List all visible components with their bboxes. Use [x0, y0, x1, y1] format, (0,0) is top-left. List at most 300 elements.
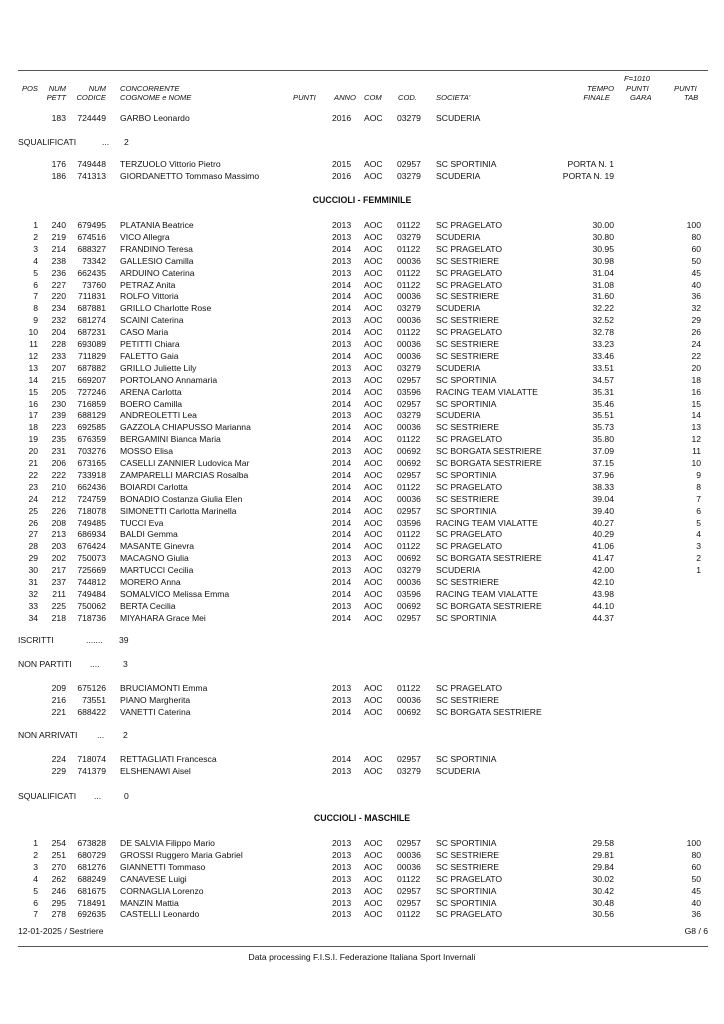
iscritti-count: 39 — [119, 635, 129, 645]
cell-pett: 238 — [51, 255, 66, 266]
header-tempo-1: TEMPO — [586, 84, 614, 93]
cell-tempo: 29.58 — [592, 838, 614, 848]
cell-tab: 7 — [696, 493, 701, 504]
cell-anno: 2014 — [332, 588, 352, 599]
cell-codice: 673165 — [77, 458, 106, 468]
cell-codice: 675126 — [77, 683, 106, 693]
cell-com: AOC — [364, 849, 383, 860]
table-row — [0, 399, 724, 410]
cell-anno: 2014 — [332, 303, 352, 314]
cell-pos: 14 — [28, 374, 38, 385]
cell-soc: SC PRAGELATO — [436, 909, 503, 920]
table-row — [0, 351, 724, 362]
header-num-pett-2: PETT — [46, 93, 66, 102]
table-row — [0, 268, 724, 279]
cell-cod: 00036 — [397, 849, 421, 860]
cell-com: AOC — [364, 362, 383, 373]
cell-soc: SC PRAGELATO — [436, 683, 503, 693]
squalificati-2-text: SQUALIFICATI — [18, 791, 77, 801]
cell-anno: 2015 — [332, 159, 352, 169]
cell-name: ELSHENAWI Aisel — [120, 765, 191, 776]
cell-pett: 217 — [51, 565, 66, 576]
cell-pett: 233 — [51, 350, 66, 361]
cell-pos: 28 — [28, 541, 38, 552]
cell-name: MOSSO Elisa — [120, 446, 174, 457]
cell-anno: 2013 — [332, 255, 352, 266]
cell-codice: 749448 — [77, 159, 106, 169]
cell-pett: 219 — [51, 231, 66, 242]
cell-soc: SC SESTRIERE — [436, 849, 500, 860]
cell-com: AOC — [364, 159, 383, 169]
cell-anno: 2013 — [332, 897, 352, 908]
cell-com: AOC — [364, 315, 383, 326]
cell-pett: 254 — [51, 838, 66, 848]
cell-codice: 741313 — [77, 170, 106, 181]
cell-codice: 676359 — [77, 434, 106, 445]
cell-cod: 01122 — [397, 873, 421, 884]
cell-anno: 2014 — [332, 434, 352, 445]
cell-pett: 220 — [51, 291, 66, 302]
cell-pett: 222 — [51, 469, 66, 480]
cell-cod: 00036 — [397, 291, 421, 302]
table-row — [0, 410, 724, 421]
cell-pett: 230 — [51, 398, 66, 409]
table-row — [0, 909, 724, 920]
table-row — [0, 553, 724, 564]
cell-codice: 688249 — [77, 873, 106, 884]
header-cod: COD. — [398, 93, 417, 102]
cell-tempo: 42.10 — [592, 577, 614, 587]
squalificati-2-count: 0 — [124, 791, 129, 801]
table-row — [0, 171, 724, 182]
squalificati-2-dots: ... — [94, 791, 102, 801]
cell-cod: 03596 — [397, 386, 421, 397]
cell-pos: 5 — [33, 885, 38, 896]
table-row — [0, 482, 724, 493]
cell-anno: 2013 — [332, 267, 352, 278]
cell-anno: 2013 — [332, 446, 352, 457]
cell-com: AOC — [364, 909, 383, 920]
cell-pett: 229 — [51, 765, 66, 776]
cell-tempo: 43.98 — [592, 588, 614, 599]
cell-pett: 176 — [51, 159, 66, 169]
table-row — [0, 577, 724, 588]
header-societa: SOCIETA' — [436, 93, 471, 102]
header-pos: POS — [21, 84, 38, 93]
cell-tab: 40 — [691, 897, 701, 908]
cell-soc: SC SESTRIERE — [436, 694, 500, 705]
cell-tab: 3 — [696, 541, 701, 552]
cell-anno: 2014 — [332, 422, 352, 433]
cell-pett: 211 — [52, 588, 66, 599]
cell-cod: 00036 — [397, 493, 421, 504]
table-row — [0, 446, 724, 457]
cell-pos: 5 — [33, 267, 38, 278]
cell-pett: 237 — [51, 577, 66, 587]
cell-name: MACAGNO Giulia — [120, 553, 189, 564]
header-concorrente-1: CONCORRENTE — [120, 84, 180, 93]
table-row — [0, 458, 724, 469]
cell-com: AOC — [364, 683, 383, 693]
cell-anno: 2013 — [332, 362, 352, 373]
table-row — [0, 315, 724, 326]
cell-pos: 3 — [33, 243, 38, 254]
squalificati-1-dots: ... — [102, 137, 110, 147]
cell-soc: SC SESTRIERE — [436, 493, 500, 504]
cell-pos: 1 — [33, 838, 38, 848]
table-row — [0, 565, 724, 576]
table-row — [0, 220, 724, 231]
cell-pos: 7 — [33, 291, 38, 302]
cell-tab: 6 — [696, 505, 701, 516]
header-num-codice-2: CODICE — [76, 93, 106, 102]
cell-tab: 40 — [691, 279, 701, 290]
cell-tempo: 37.09 — [592, 446, 614, 457]
cell-codice: 724449 — [77, 113, 106, 123]
cell-com: AOC — [364, 303, 383, 314]
cell-com: AOC — [364, 565, 383, 576]
cell-soc: SC BORGATA SESTRIERE — [436, 446, 542, 457]
cell-tab: 45 — [691, 267, 701, 278]
cell-com: AOC — [364, 754, 383, 764]
cell-cod: 01122 — [397, 541, 421, 552]
cell-soc: SCUDERIA — [436, 113, 481, 123]
cell-pett: 186 — [51, 170, 66, 181]
cell-cod: 01122 — [397, 267, 421, 278]
cell-soc: SCUDERIA — [436, 565, 481, 576]
cell-com: AOC — [364, 612, 383, 623]
cell-anno: 2014 — [332, 517, 352, 528]
cell-com: AOC — [364, 339, 383, 349]
cell-codice: 673828 — [77, 838, 106, 848]
cell-name: MARTUCCI Cecilia — [120, 565, 194, 576]
cell-cod: 00692 — [397, 600, 421, 611]
cell-anno: 2013 — [332, 885, 352, 896]
cell-soc: SC BORGATA SESTRIERE — [436, 600, 542, 611]
cell-tempo: 35.80 — [592, 434, 614, 445]
cell-name: BERTA Cecilia — [120, 600, 176, 611]
cell-pett: 203 — [51, 541, 66, 552]
table-row — [0, 898, 724, 909]
cell-name: PIANO Margherita — [120, 694, 191, 705]
cell-anno: 2014 — [332, 469, 352, 480]
cell-tempo: 30.56 — [592, 909, 614, 920]
cell-name: DE SALVIA Filippo Mario — [120, 838, 215, 848]
cell-pos: 3 — [33, 861, 38, 872]
cell-pos: 10 — [28, 327, 38, 338]
cell-name: MASANTE Ginevra — [120, 541, 195, 552]
cell-cod: 00692 — [397, 706, 421, 717]
table-row — [0, 541, 724, 552]
cell-pos: 18 — [28, 422, 38, 433]
cell-codice: 674516 — [77, 231, 106, 242]
cell-pos: 1 — [33, 220, 38, 230]
cell-tab: 12 — [691, 434, 701, 445]
cell-soc: SC SESTRIERE — [436, 350, 500, 361]
cell-tab: 29 — [691, 315, 701, 326]
cell-tab: 9 — [696, 469, 701, 480]
cell-anno: 2013 — [332, 849, 352, 860]
cell-soc: SC SPORTINIA — [436, 159, 497, 169]
cell-cod: 02957 — [397, 374, 421, 385]
cell-tab: 100 — [686, 220, 701, 230]
cell-anno: 2013 — [332, 909, 352, 920]
table-row — [0, 327, 724, 338]
cell-tempo: 40.29 — [592, 529, 614, 540]
cell-pett: 239 — [51, 410, 66, 421]
table-row — [0, 303, 724, 314]
cell-cod: 03279 — [397, 410, 421, 421]
cell-pos: 7 — [33, 909, 38, 920]
cell-name: GRILLO Charlotte Rose — [120, 303, 212, 314]
cell-com: AOC — [364, 588, 383, 599]
cell-com: AOC — [364, 327, 383, 338]
cell-soc: SC PRAGELATO — [436, 481, 503, 492]
cell-pett: 278 — [51, 909, 66, 920]
cell-pett: 210 — [51, 481, 66, 492]
cell-soc: SC PRAGELATO — [436, 327, 503, 338]
cell-codice: 750062 — [77, 600, 106, 611]
cell-cod: 02957 — [397, 505, 421, 516]
cell-soc: SC BORGATA SESTRIERE — [436, 553, 542, 564]
cell-soc: SC SESTRIERE — [436, 315, 500, 326]
cell-anno: 2013 — [332, 600, 352, 611]
cell-name: RETTAGLIATI Francesca — [120, 754, 217, 764]
cell-pett: 207 — [51, 362, 66, 373]
non-partiti-text: NON PARTITI — [18, 659, 72, 669]
cell-anno: 2013 — [332, 765, 352, 776]
cell-tab: 26 — [691, 327, 701, 338]
cell-com: AOC — [364, 517, 383, 528]
cell-cod: 03279 — [397, 113, 421, 123]
cell-cod: 01122 — [397, 909, 421, 920]
cell-soc: SC SPORTINIA — [436, 374, 497, 385]
cell-tempo: 35.31 — [592, 386, 614, 397]
table-row — [0, 232, 724, 243]
cell-anno: 2013 — [332, 231, 352, 242]
cell-com: AOC — [364, 446, 383, 457]
cell-tempo: PORTA N. 1 — [567, 159, 614, 169]
table-row — [0, 886, 724, 897]
table-row — [0, 159, 724, 170]
cell-name: VANETTI Caterina — [120, 706, 191, 717]
cell-codice: 692585 — [77, 422, 106, 433]
cell-tab: 60 — [691, 243, 701, 254]
cell-pett: 262 — [51, 873, 66, 884]
cell-codice: 711831 — [77, 291, 106, 302]
cell-soc: SC SESTRIERE — [436, 255, 500, 266]
cell-cod: 02957 — [397, 754, 421, 764]
cell-com: AOC — [364, 220, 383, 230]
cell-tab: 8 — [696, 481, 701, 492]
cell-pos: 16 — [28, 398, 38, 409]
cell-cod: 00036 — [397, 315, 421, 326]
cell-codice: 687881 — [77, 303, 106, 314]
cell-pett: 209 — [51, 683, 66, 693]
cell-codice: 733918 — [77, 469, 106, 480]
cell-pos: 34 — [28, 612, 38, 623]
cell-cod: 01122 — [397, 434, 421, 445]
cell-pett: 226 — [51, 505, 66, 516]
squalificati-2-label — [18, 791, 129, 801]
section-title-femminile: CUCCIOLI - FEMMINILE — [312, 195, 412, 205]
cell-cod: 03279 — [397, 565, 421, 576]
cell-tab: 14 — [691, 410, 701, 421]
cell-pos: 4 — [33, 873, 38, 884]
cell-codice: 669207 — [77, 374, 106, 385]
cell-codice: 744812 — [77, 577, 106, 587]
cell-tempo: 30.98 — [592, 255, 614, 266]
cell-com: AOC — [364, 706, 383, 717]
cell-pett: 231 — [51, 446, 66, 457]
cell-pos: 6 — [33, 279, 38, 290]
cell-anno: 2014 — [332, 279, 352, 290]
cell-tempo: 38.33 — [592, 481, 614, 492]
cell-name: MORERO Anna — [120, 577, 181, 587]
cell-com: AOC — [364, 577, 383, 587]
footer-rule — [18, 946, 708, 947]
cell-codice: 718078 — [77, 505, 106, 516]
cell-tempo: 41.06 — [592, 541, 614, 552]
cell-tab: 16 — [691, 386, 701, 397]
cell-tempo: 30.95 — [592, 243, 614, 254]
cell-name: BERGAMINI Bianca Maria — [120, 434, 221, 445]
cell-name: SOMALVICO Melissa Emma — [120, 588, 230, 599]
cell-com: AOC — [364, 291, 383, 302]
cell-anno: 2013 — [332, 410, 352, 421]
cell-cod: 00036 — [397, 861, 421, 872]
header-anno: ANNO — [334, 93, 356, 102]
cell-anno: 2014 — [332, 458, 352, 468]
cell-anno: 2014 — [332, 291, 352, 302]
cell-name: ZAMPARELLI MARCIAS Rosalba — [120, 469, 249, 480]
cell-tempo: 39.40 — [592, 505, 614, 516]
table-row — [0, 838, 724, 849]
cell-codice: 73342 — [82, 255, 106, 266]
cell-com: AOC — [364, 861, 383, 872]
cell-anno: 2014 — [332, 529, 352, 540]
cell-pett: 202 — [51, 553, 66, 564]
cell-soc: SC PRAGELATO — [436, 541, 503, 552]
non-arrivati-text: NON ARRIVATI — [18, 730, 78, 740]
cell-codice: 73551 — [82, 694, 106, 705]
cell-tempo: 42.00 — [592, 565, 614, 576]
cell-tempo: PORTA N. 19 — [562, 170, 614, 181]
cell-tempo: 29.81 — [592, 849, 614, 860]
cell-pos: 15 — [28, 386, 38, 397]
cell-anno: 2013 — [332, 694, 352, 705]
cell-pos: 31 — [28, 577, 38, 587]
cell-cod: 03279 — [397, 170, 421, 181]
squalificati-1-label — [18, 137, 129, 147]
cell-com: AOC — [364, 422, 383, 433]
footer-page-number: G8 / 6 — [684, 926, 708, 936]
cell-pett: 225 — [51, 600, 66, 611]
cell-tab: 60 — [691, 861, 701, 872]
table-row — [0, 589, 724, 600]
cell-tab: 13 — [691, 422, 701, 433]
cell-pos: 8 — [33, 303, 38, 314]
cell-soc: SC PRAGELATO — [436, 279, 503, 290]
cell-tempo: 30.80 — [592, 231, 614, 242]
cell-pos: 4 — [33, 255, 38, 266]
cell-anno: 2014 — [332, 754, 352, 764]
cell-cod: 03279 — [397, 231, 421, 242]
table-row — [0, 707, 724, 718]
cell-pett: 183 — [51, 113, 66, 123]
cell-tempo: 30.48 — [592, 897, 614, 908]
header-num-codice-1: NUM — [88, 84, 106, 93]
cell-name: SCAINI Caterina — [120, 315, 184, 326]
cell-name: CASTELLI Leonardo — [120, 909, 200, 920]
cell-codice: 680729 — [77, 849, 106, 860]
header-tempo-2: FINALE — [583, 93, 610, 102]
cell-pos: 24 — [28, 493, 38, 504]
table-row — [0, 518, 724, 529]
cell-name: GAZZOLA CHIAPUSSO Marianna — [120, 422, 251, 433]
cell-name: TUCCI Eva — [120, 517, 164, 528]
cell-tempo: 40.27 — [592, 517, 614, 528]
cell-soc: SCUDERIA — [436, 765, 481, 776]
cell-name: BOIARDI Carlotta — [120, 481, 188, 492]
cell-codice: 662436 — [77, 481, 106, 492]
cell-soc: SC BORGATA SESTRIERE — [436, 706, 542, 717]
header-punti-gara-2: GARA — [630, 93, 652, 102]
cell-name: ROLFO Vittoria — [120, 291, 179, 302]
cell-codice: 688129 — [77, 410, 106, 421]
cell-cod: 01122 — [397, 529, 421, 540]
cell-tab: 5 — [696, 517, 701, 528]
cell-pos: 13 — [28, 362, 38, 373]
cell-anno: 2013 — [332, 339, 352, 349]
cell-tab: 80 — [691, 231, 701, 242]
cell-pett: 215 — [51, 374, 66, 385]
cell-com: AOC — [364, 113, 383, 123]
cell-anno: 2013 — [332, 374, 352, 385]
cell-anno: 2014 — [332, 386, 352, 397]
cell-pett: 205 — [51, 386, 66, 397]
cell-tab: 50 — [691, 255, 701, 266]
cell-cod: 03596 — [397, 517, 421, 528]
cell-codice: 711829 — [77, 350, 106, 361]
cell-name: BOERO Camilla — [120, 398, 183, 409]
cell-cod: 02957 — [397, 838, 421, 848]
cell-codice: 725669 — [77, 565, 106, 576]
cell-anno: 2013 — [332, 683, 352, 693]
cell-com: AOC — [364, 231, 383, 242]
cell-codice: 724759 — [77, 493, 106, 504]
header-punti: PUNTI — [293, 93, 316, 102]
cell-com: AOC — [364, 243, 383, 254]
cell-cod: 00036 — [397, 350, 421, 361]
cell-codice: 679495 — [77, 220, 106, 230]
cell-codice: 687231 — [77, 327, 106, 338]
cell-soc: SC PRAGELATO — [436, 267, 503, 278]
cell-tempo: 33.46 — [592, 350, 614, 361]
cell-anno: 2016 — [332, 170, 352, 181]
cell-name: CASO Maria — [120, 327, 169, 338]
cell-anno: 2014 — [332, 327, 352, 338]
cell-cod: 00036 — [397, 422, 421, 433]
cell-cod: 01122 — [397, 243, 421, 254]
cell-com: AOC — [364, 873, 383, 884]
cell-name: GIORDANETTO Tommaso Massimo — [120, 170, 260, 181]
cell-name: BALDI Gemma — [120, 529, 178, 540]
cell-com: AOC — [364, 458, 383, 468]
cell-codice: 741379 — [77, 765, 106, 776]
cell-pos: 21 — [28, 458, 38, 468]
cell-tab: 11 — [692, 446, 701, 457]
